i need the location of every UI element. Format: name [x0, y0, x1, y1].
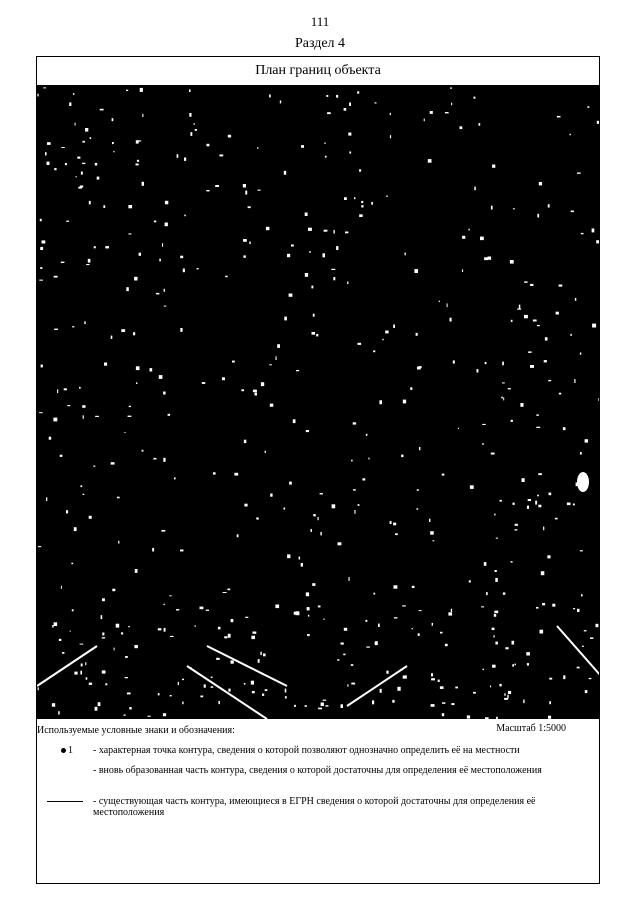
satellite-image	[37, 86, 599, 719]
point-number: 1	[68, 745, 73, 756]
scale-label: Масштаб 1:5000	[496, 723, 566, 734]
solid-line-icon	[47, 801, 83, 802]
plan-title: План границ объекта	[37, 57, 599, 86]
new-contour-symbol	[51, 765, 93, 776]
section-title: Раздел 4	[294, 36, 346, 51]
page-number: 111	[310, 14, 330, 29]
point-dot-icon	[61, 748, 66, 753]
existing-contour-symbol	[47, 796, 89, 807]
legend-text-new-contour: - вновь образованная часть контура, сведения о которой достаточны для определения её местоположения	[93, 765, 542, 776]
satellite-map	[37, 86, 599, 719]
point-symbol	[51, 745, 93, 756]
legend-title: Используемые условные знаки и обозначения:	[37, 725, 235, 736]
plan-frame	[36, 56, 600, 884]
legend-text-existing-contour: - существующая часть контура, имеющиеся в ЕГРН сведения о которой достаточны для определения её местоположения	[93, 796, 536, 818]
legend-text-point: - характерная точка контура, сведения о которой позволяют однозначно определить её на местности	[93, 745, 520, 756]
